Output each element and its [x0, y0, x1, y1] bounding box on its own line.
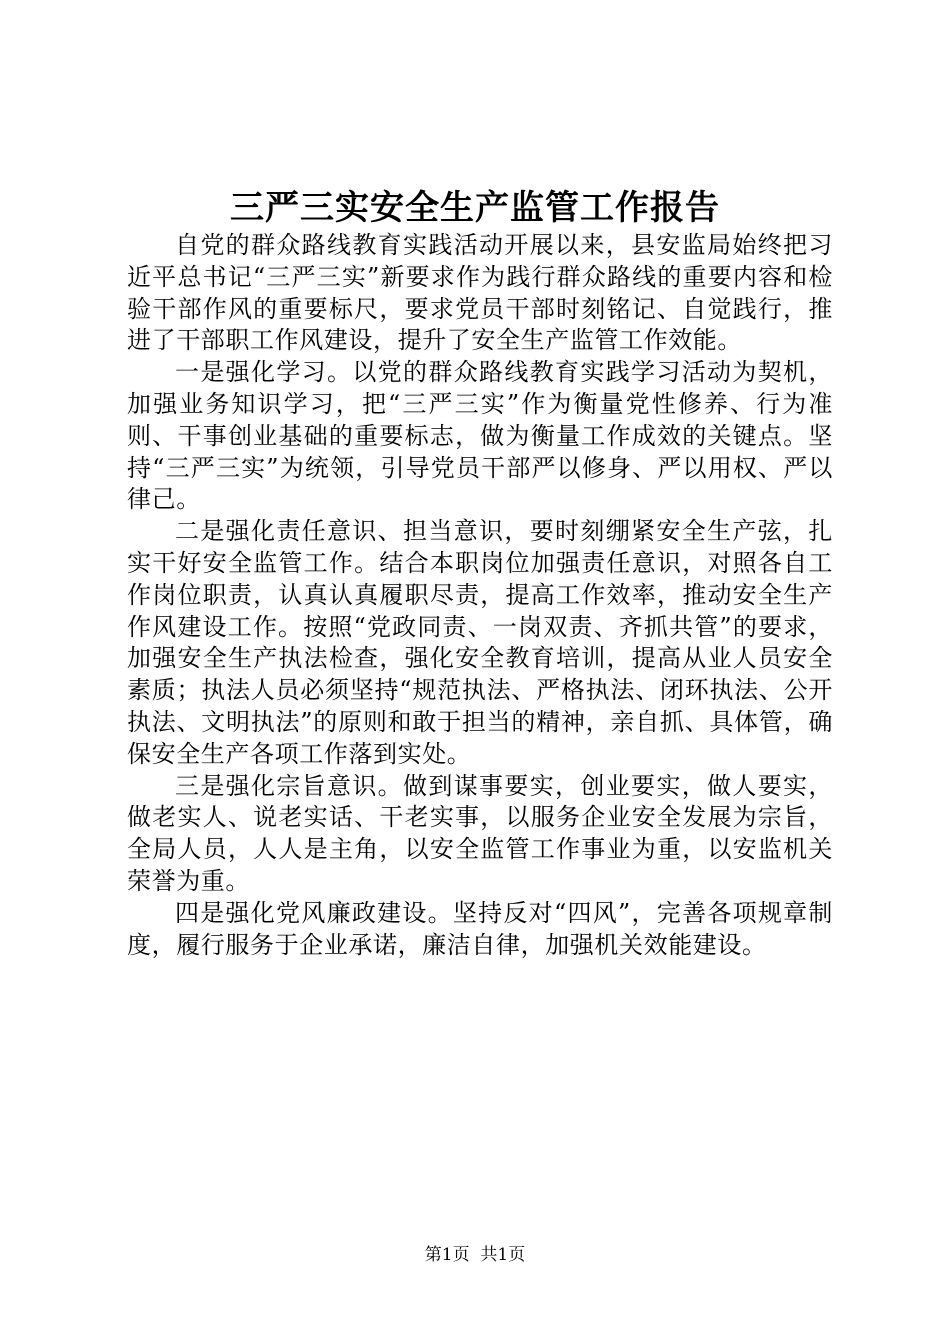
paragraph-intro: 自党的群众路线教育实践活动开展以来，县安监局始终把习近平总书记“三严三实”新要求作为践行群众路线的重要内容和检验干部作风的重要标尺，要求党员干部时刻铭记、自觉践行，推进了干部职工作风建设，提升了安全生产监管工作效能。	[127, 231, 833, 355]
document-title: 三严三实安全生产监管工作报告	[230, 188, 720, 228]
paragraph-point-1: 一是强化学习。以党的群众路线教育实践学习活动为契机，加强业务知识学习，把“三严三实”作为衡量党性修养、行为准则、干事创业基础的重要标志，做为衡量工作成效的关键点。坚持“三严三实”为统领，引导党员干部严以修身、严以用权、严以律己。	[127, 358, 833, 514]
document-body	[127, 230, 833, 961]
page-number: 第1页 共1页	[424, 1245, 526, 1265]
paragraph-point-4: 四是强化党风廉政建设。坚持反对“四风”，完善各项规章制度，履行服务于企业承诺，廉洁自律，加强机关效能建设。	[127, 898, 833, 959]
page-footer	[0, 1243, 950, 1267]
paragraph-point-3: 三是强化宗旨意识。做到谋事要实，创业要实，做人要实，做老实人、说老实话、干老实事，以服务企业安全发展为宗旨，全局人员，人人是主角，以安全监管工作事业为重，以安监机关荣誉为重。	[127, 771, 833, 895]
paragraph-point-2: 二是强化责任意识、担当意识，要时刻绷紧安全生产弦，扎实干好安全监管工作。结合本职岗位加强责任意识，对照各自工作岗位职责，认真认真履职尽责，提高工作效率，推动安全生产作风建设工作。按照“党政同责、一岗双责、齐抓共管”的要求，加强安全生产执法检查，强化安全教育培训，提高从业人员安全素质；执法人员必须坚持“规范执法、严格执法、闭环执法、公开执法、文明执法”的原则和敢于担当的精神，亲自抓、具体管，确保安全生产各项工作落到实处。	[127, 517, 833, 768]
